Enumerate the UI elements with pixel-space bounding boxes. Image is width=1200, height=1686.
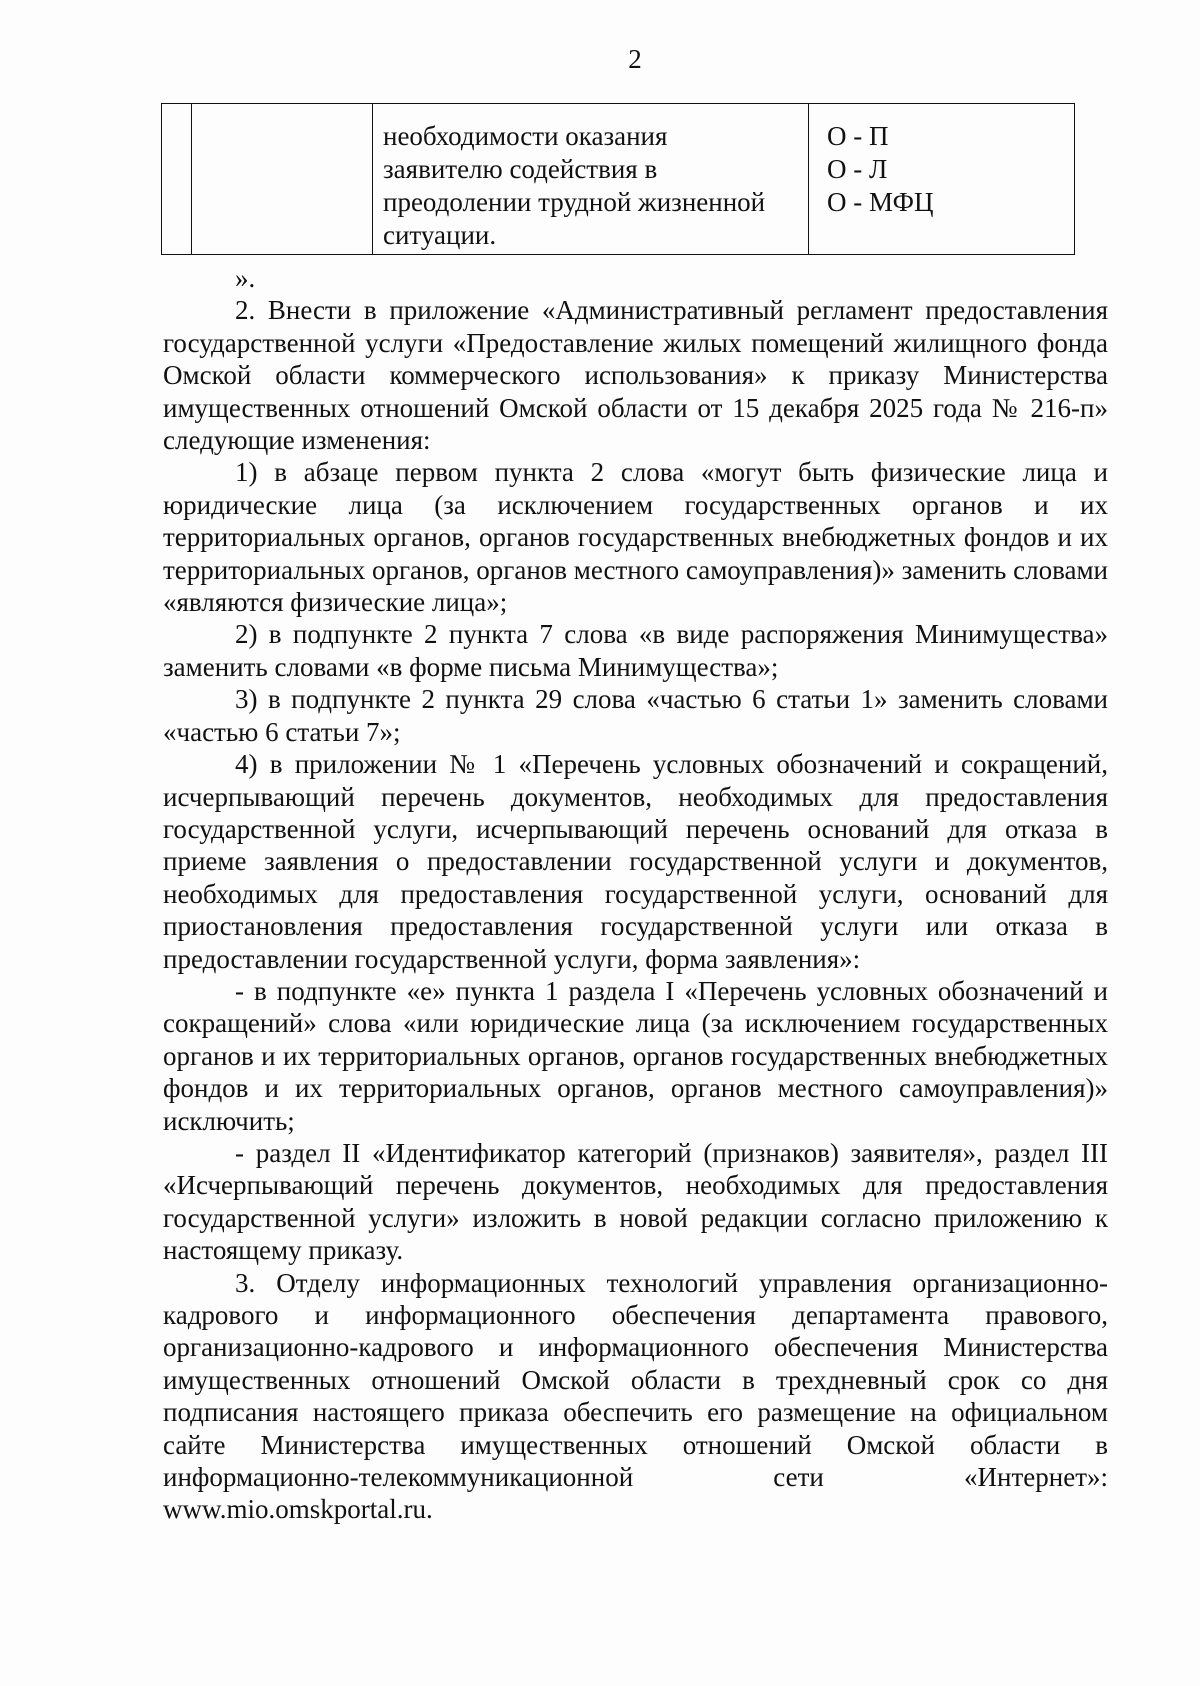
website-url: www.mio.omskportal.ru. bbox=[163, 1494, 433, 1525]
paragraph-3: 3. Отделу информационных технологий управления организационно-кадрового и информационного обеспечения департамента правового, организационно-кадрового и информационного обеспечения Министерства имущественных отношений Омской области в трехдневный срок со дня подписания настоящего приказа обеспечить его размещение на официальном сайте Министерства имущественных отношений Омской области в информационно-телекоммуникационной сети «Интернет»: bbox=[163, 1267, 1108, 1493]
list-item-3: 3) в подпункте 2 пункта 29 слова «частью 6 статьи 1» заменить словами «частью 6 статьи 7»; bbox=[163, 684, 1108, 747]
dash-item-1: - в подпункте «е» пункта 1 раздела I «Перечень условных обозначений и сокращений» слова «или юридические лица (за исключением государственных органов и их территориальных органов, органов государственных внебюджетных фондов и их территориальных органов, органов местного самоуправления)» исключить; bbox=[163, 975, 1108, 1136]
closing-quote: ». bbox=[235, 263, 256, 293]
table-cell-empty-1 bbox=[162, 104, 192, 255]
document-body bbox=[163, 262, 1108, 1526]
code-line: О - МФЦ bbox=[827, 187, 934, 217]
paragraph-2: 2. Внести в приложение «Административный регламент предоставления государственной услуги «Предоставление жилых помещений жилищного фонда Омской области коммерческого использования» к приказу Министерства имущественных отношений Омской области от 15 декабря 2025 года № 216-п» следующие изменения: bbox=[163, 295, 1108, 456]
table-row bbox=[162, 104, 1075, 255]
dash-item-2: - раздел II «Идентификатор категорий (признаков) заявителя», раздел III «Исчерпывающий перечень документов, необходимых для предоставления государственной услуги» изложить в новой редакции согласно приложению к настоящему приказу. bbox=[163, 1137, 1108, 1266]
continuation-table bbox=[161, 103, 1075, 255]
description-line: ситуации. bbox=[383, 220, 497, 250]
list-item-1: 1) в абзаце первом пункта 2 слова «могут быть физические лица и юридические лица (за исключением государственных органов и их территориальных органов, органов государственных внебюджетных фондов и их территориальных органов, органов местного самоуправления)» заменить словами «являются физические лица»; bbox=[163, 457, 1108, 618]
description-line: преодолении трудной жизненной bbox=[383, 187, 766, 217]
code-line: О - Л bbox=[827, 154, 888, 184]
list-item-4: 4) в приложении № 1 «Перечень условных обозначений и сокращений, исчерпывающий перечень документов, необходимых для предоставления государственной услуги, исчерпывающий перечень оснований для отказа в приеме заявления о предоставлении государственной услуги и документов, необходимых для предоставления государственной услуги, оснований для приостановления предоставления государственной услуги или отказа в предоставлении государственной услуги, форма заявления»: bbox=[163, 749, 1108, 974]
table-cell-empty-2 bbox=[192, 104, 373, 255]
description-line: заявителю содействия в bbox=[383, 154, 658, 184]
page-number: 2 bbox=[628, 44, 642, 74]
description-line: необходимости оказания bbox=[383, 121, 668, 151]
table-cell-description bbox=[373, 104, 809, 255]
list-item-2: 2) в подпункте 2 пункта 7 слова «в виде распоряжения Минимущества» заменить словами «в форме письма Минимущества»; bbox=[163, 619, 1108, 682]
code-line: О - П bbox=[827, 121, 889, 151]
table-cell-codes bbox=[809, 104, 1075, 255]
